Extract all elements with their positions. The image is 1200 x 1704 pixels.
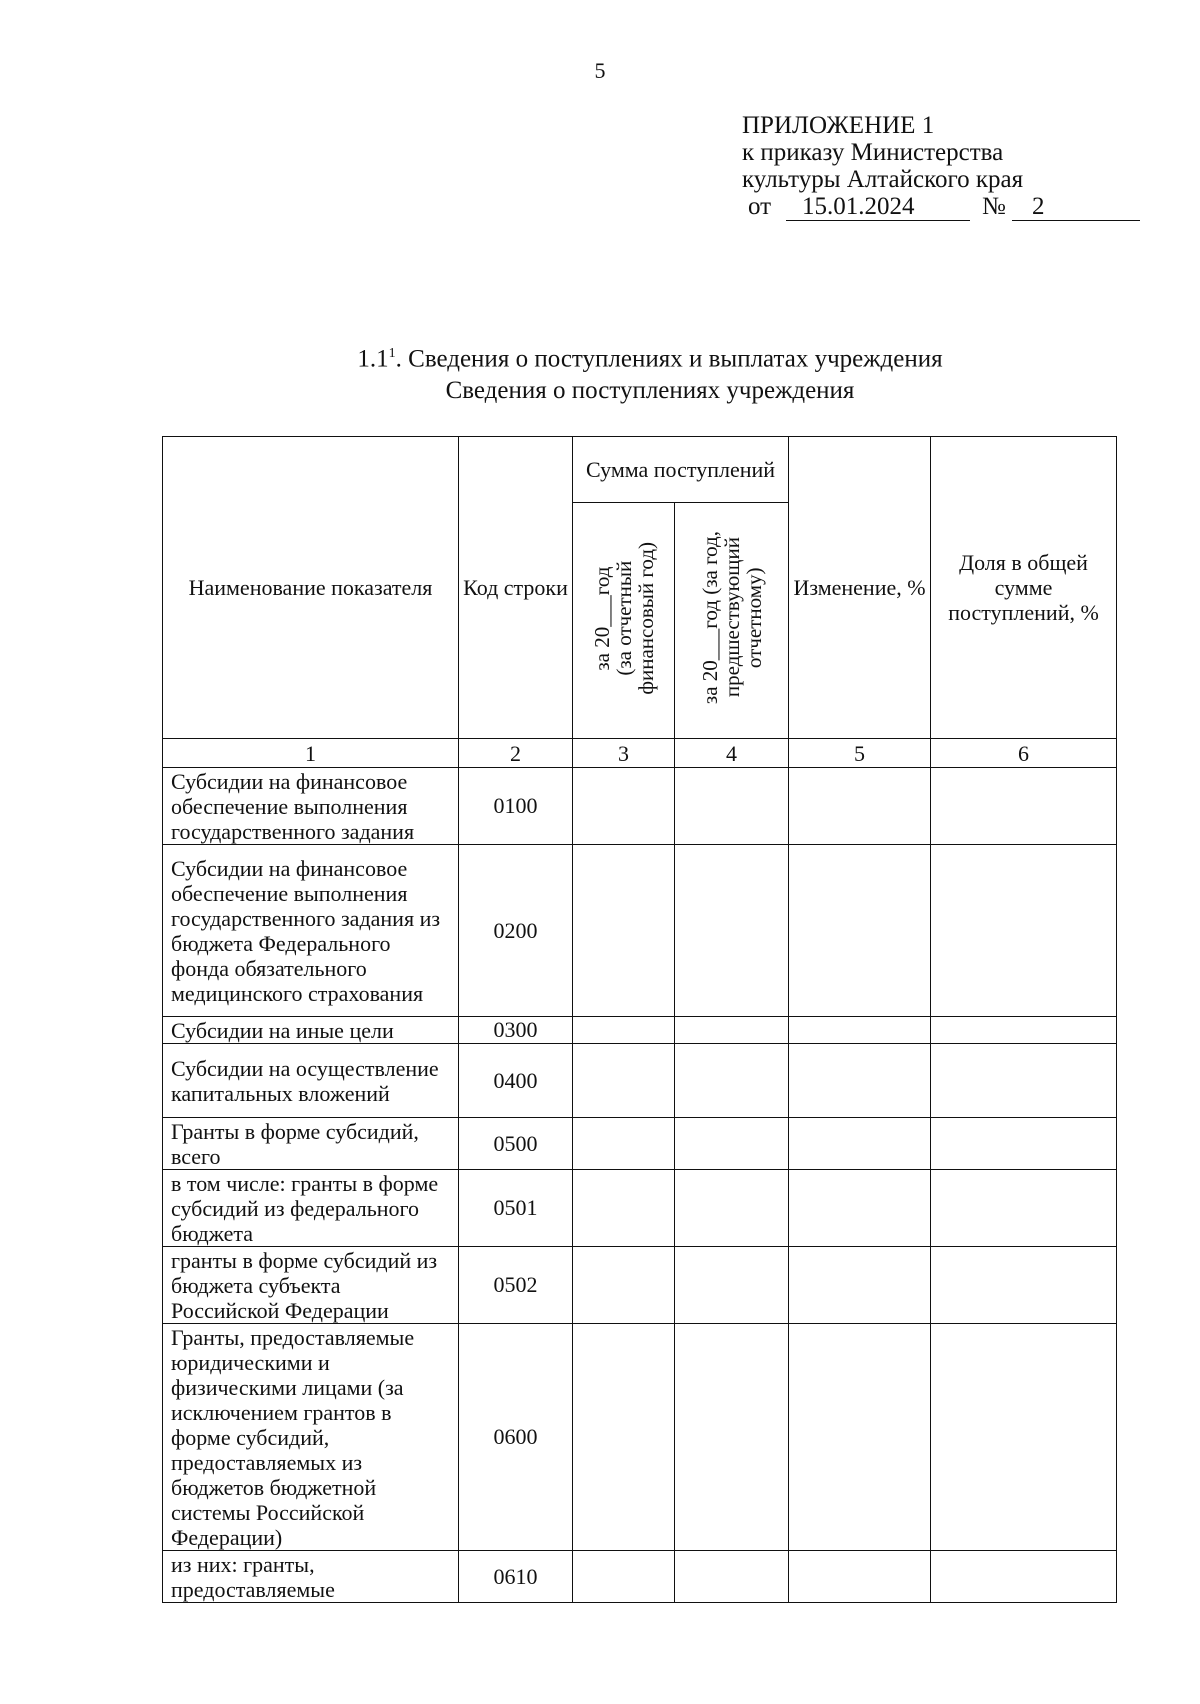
appendix-date-line [742,193,1162,223]
cell-empty [931,1017,1117,1044]
cell-empty [931,845,1117,1017]
row-name: Субсидии на иные цели [163,1017,459,1044]
header-col4 [675,503,789,739]
section-superscript: 1 [388,346,396,361]
row-code: 0610 [459,1551,573,1603]
cell-empty [573,1118,675,1170]
column-number: 4 [675,739,789,768]
cell-empty [931,1118,1117,1170]
cell-empty [675,1170,789,1247]
table-row [163,1170,1117,1247]
cell-empty [573,1044,675,1118]
row-name: гранты в форме субсидий из бюджета субъекта Российской Федерации [163,1247,459,1324]
number-label: № [982,193,1006,220]
cell-empty [789,1324,931,1551]
row-code: 0500 [459,1118,573,1170]
row-name: Субсидии на осуществление капитальных вложений [163,1044,459,1118]
column-number: 5 [789,739,931,768]
cell-empty [789,1118,931,1170]
table-row [163,768,1117,845]
row-name: из них: гранты, предоставляемые [163,1551,459,1603]
column-numbers-row [163,739,1117,768]
cell-empty [931,1324,1117,1551]
row-name: Субсидии на финансовое обеспечение выполнения государственного задания [163,768,459,845]
row-code: 0600 [459,1324,573,1551]
order-number: 2 [1012,193,1140,221]
row-name: в том числе: гранты в форме субсидий из федерального бюджета [163,1170,459,1247]
cell-empty [675,1044,789,1118]
section-number: 1.1 [357,345,389,373]
row-code: 0502 [459,1247,573,1324]
cell-empty [789,1170,931,1247]
row-name: Субсидии на финансовое обеспечение выполнения государственного задания из бюджета Федерального фонда обязательного медицинского страхования [163,845,459,1017]
section-titles [0,338,1200,407]
cell-empty [789,1247,931,1324]
row-code: 0300 [459,1017,573,1044]
row-name: Гранты, предоставляемые юридическими и физическими лицами (за исключением грантов в форме субсидий, предоставляемых из бюджетов бюджетной системы Российской Федерации) [163,1324,459,1551]
header-col4-text: за 20___год (за год, предшествующий отчетному) [697,531,766,705]
column-number: 2 [459,739,573,768]
cell-empty [573,1170,675,1247]
cell-empty [789,1551,931,1603]
cell-empty [573,1551,675,1603]
order-date: 15.01.2024 [786,193,970,221]
table-row [163,845,1117,1017]
section-title-text: . Сведения о поступлениях и выплатах учреждения [395,345,943,373]
cell-empty [675,1551,789,1603]
cell-empty [675,1324,789,1551]
cell-empty [573,768,675,845]
table-row [163,1118,1117,1170]
receipts-table [162,436,1117,1603]
cell-empty [931,1170,1117,1247]
header-sum-group: Сумма поступлений [573,437,789,503]
cell-empty [931,768,1117,845]
cell-empty [675,1017,789,1044]
cell-empty [789,1017,931,1044]
header-code: Код строки [459,437,573,739]
column-number: 3 [573,739,675,768]
cell-empty [931,1551,1117,1603]
header-col3 [573,503,675,739]
page-number: 5 [594,58,606,83]
row-code: 0200 [459,845,573,1017]
table-row [163,1017,1117,1044]
cell-empty [789,768,931,845]
appendix-line-2: к приказу Министерства [742,139,1004,166]
cell-empty [789,1044,931,1118]
header-change: Изменение, % [789,437,931,739]
cell-empty [931,1247,1117,1324]
row-code: 0501 [459,1170,573,1247]
column-number: 6 [931,739,1117,768]
table-row [163,1551,1117,1603]
cell-empty [573,1324,675,1551]
cell-empty [675,845,789,1017]
row-name: Гранты в форме субсидий, всего [163,1118,459,1170]
row-code: 0100 [459,768,573,845]
appendix-block [742,112,1162,223]
cell-empty [675,1118,789,1170]
table-row [163,1247,1117,1324]
section-subtitle: Сведения о поступлениях учреждения [445,377,855,405]
appendix-title: ПРИЛОЖЕНИЕ 1 [742,112,935,139]
cell-empty [675,768,789,845]
row-code: 0400 [459,1044,573,1118]
header-name: Наименование показателя [163,437,459,739]
header-col3-text: за 20___год (за отчетный финансовый год) [589,541,658,695]
column-number: 1 [163,739,459,768]
cell-empty [789,845,931,1017]
date-prefix: от [748,193,772,220]
cell-empty [931,1044,1117,1118]
table-row [163,1324,1117,1551]
cell-empty [573,1017,675,1044]
cell-empty [573,845,675,1017]
cell-empty [573,1247,675,1324]
table-row [163,1044,1117,1118]
header-share: Доля в общей сумме поступлений, % [931,437,1117,739]
section-title [0,338,1200,375]
cell-empty [675,1247,789,1324]
appendix-line-3: культуры Алтайского края [742,166,1024,193]
